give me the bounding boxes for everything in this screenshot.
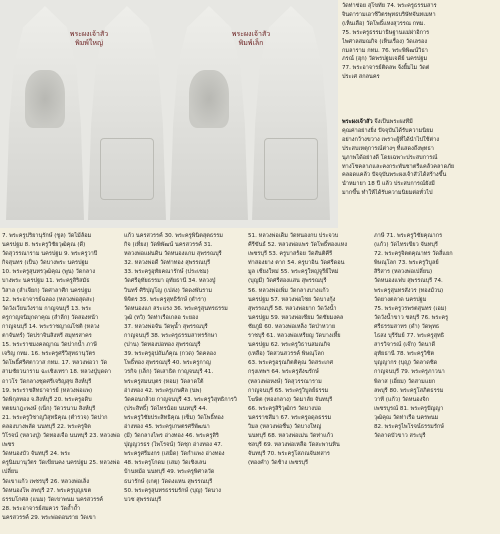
paragraph-lead: พระผงเจ้าสัว — [342, 119, 373, 125]
buddha-figure-icon — [25, 70, 65, 128]
paragraph-body: จึงเป็นพระผงที่มี คุณค่าอย่างยิ่ง ปัจจุบันได้รับความนิยม อย่างกว้างขวาง เพราะผู้ที่ได้นำไปใช้ต่าง ประสบเหตุการณ์ต่างๆ ที่แสดงถึงพุทธา นุภาพได้อย่างดี โดยเฉพาะประสบการณ์ ทางโชคลาภและคงกระพันชาตรีแคล้วคลาดภัย คลอดแคล้ว ปัจจุบันพระผงเจ้าสัวได้สร้างขึ้น นำหมายา 18 ปี แล้ว ประสบการณ์ยังมี มากขึ้น ทำให้ได้รับความนิยมต่อทั่วไป — [342, 119, 455, 197]
yant-inscription-icon — [100, 138, 154, 200]
right-top-text: วัดท่าช่อย สุโขทัย 74. พระครูธรรมสาร จินดารามเอาชีวิตรพุทธบริษัทจันทเมหา (เห็นเลือ) วัดโพธิ์แหงสุวรรณ กทม. 75. พระครูธรรมาธิษฐานแม่ผ่าอิการ ไพศาลสมณกิจ (เห็นเรื่อง) วัดเลรอง กมลาราม กทม. 76. พระพิพิฒน์วิธา ภรณ์ (ฮุก) วัดพรปฐมเจดีย์ นครปฐม 77. พระอาจารย์ติดลพ จ้งยิ้มไม วัดต่ ประเศ สกลนคร — [342, 3, 437, 81]
text-column-4: ภาษี 71. พระครูวิชัยคุณากร (แก้ว) วัดไทรเขียว จันทบุรี 72. พระครูจิตตคุณาทร วัดสี่แยก พิษณุโลก 73. พระครูวิบูลย์ สิริสาร (หลวงพ่อเปลี่ยน) วัดหนองแฟบ สุพรรณบุรี 74. พระครูสุนทรสังวร (ทองม้วน) วัดยางตลาด นครปฐม 75. พระครูวรพรตสุนทร (เอม) วัดวังน้ำขาว ชลบุรี 76. พระครู ศรีธรรมสาทร (ดำ) วัดพุทธ ไธสง บุรีรัมย์ 77. พระครูสุทธิ สารวิจารณ์ (เจ๊ก) วัดนาดี อุทัยธานี 78. พระครูวิชิต บุญญากร (บุญ) วัดลาดชิด กาญจนบุรี 79. พระครูภาวนา พิลาส (เอี่ยม) วัดสามแยก ลพบุรี 80. พระครูโสภิตธรรม วาที (แก้ว) วัดหนองจิก เพชรบูรณ์ 81. พระครูปัญญา วุฒิคุณ วัดท่าเรือ นครพนม 82. พระครูไพโรจน์ธรรมรักษ์ วัดลาดบัวขาว สระบุรี — [374, 233, 453, 440]
buddha-figure-icon — [189, 70, 229, 128]
right-top-paragraph — [342, 118, 498, 226]
text-column-2: แก้ว นครสวรรค์ 30. พระครูพินิตสุตธรรม กิจ (เที่ยง) วัดพิพัฒน์ นครสวรรค์ 31. หลวงพ่อแผ่นดิน วัดหนองแกม สุพรรณบุรี 32. หลวงพ่อดี วัดท่าทอง สุพรรณบุรี 33. พระครูอุทัยคณารักษ์ (ประเชม) วัดศรีอุทัยธรรมา อุทัยธานี 34. หลวงปู่ วินทร์ ศิริปุญโญ (เปล่ง) วัดดงพันราม พิจิตร 35. พระครูสุทธิรักษ์ (ตำรา) วัดหนองแก สระแรง 36. พระครูสุนทรธรรม วุฒิ (ทวิ) วัดท่าเรือเกลอ ระยอง 37. หลวงพ่อจัน วัดพุน้ำ สุพรรณบุรี กาญจนบุรี 38. พระครูธรรมสาทรรักษา (ปาน) วัดทองบ่อทอง สุพรรณบุรี 39. พระครูอุปถัมภ์คุณ (กวด) วัดคลอง โพธิ์ทอง สุพรรณบุรี 40. พระครูกาญ วรกิจ (เล็ก) วัดเสาธิต กาญจนบุรี 41. พระครูสมนบุตร (หอม) วัดลาดใต้ อ่างทอง 42. พระครูเกษศิล (นพ) วัดคอนกล้วย กาญจนบุรี 43. พระครูวิสุทธิการวิ (ประสิทธิ์) วัดไทรน้อย นนทบุรี 44. พระครูวิชัยประสิทธิคุณ (เซ็ม) วัดโพธิ์ทอง อ่างทอง 45. พระครูเกษตรศรีพัฒนา (มี) วัดกลางไพร อ่างทอง 46. พระครูสิริ ปุญญวรธร (ไพโรจน์) วัดชุก อ่างทอง 47. พระครูศรีมงกร (เสม็ด) วัดกำแพง อ่างทอง 48. พระครูโกดม (เสม) วัดเชิงเลน บ้านหม้อ นนทบุรี 49. พระครูพิศาลวัด ธนารักษ์ (เกตุ) วัดดงแหน สุพรรณบุรี 50. พระครูสุนทรธรรมรักษ์ (บุญ) วัดนาง บวช สุพรรณบุรี — [124, 233, 237, 503]
caption-small: พระผงเจ้าสัว พิมพ์เล็ก — [231, 30, 271, 47]
yant-inscription-icon — [264, 138, 318, 200]
text-column-3: 51. หลวงพ่อเด็ม วัดหนองกบ ประจวบ คีรีขันธ์ 52. หลวงพ่อแพร วัดโพธิ์ทองแหง เพชรบุรี 53. ครูบาสร้อย วัดสันติคีรี ท่าสองยาง ตาก 54. ครูบาอิน วัดศรีดอน มูล เชียงใหม่ 55. พระครูใหญ่จูรีย์ใหม่ (บุญมี) วัดศรีสองแสน สุพรรณบุรี 56. หลวงพ่อเพิ่ม วัดกลางบางแก้ว นครปฐม 57. หลวงพ่อไชย วัดบางกุ้ง สุพรรณบุรี 58. หลวงพ่อยาก วัดวังน้ำ นครปฐม 59. หลวงพ่อเซียม วัดชัยมงคล ชัยภูมิ 60. หลวงพ่อเหล็ง วัดป่าหวาย ราชบุรี 61. หลวงพ่อเหรียญ วัดบางเหี้ย นครปฐม 62. พระครูวิธานสมณกิจ (เหลือ) วัดสวนสวรรค์ พิษณุโลก 63. พระครูอรุณกิตติคุณ วัดสระเกศ กรุงเทพฯ 64. พระครูสังฆรักษ์ (หลวงพ่อหงษ์) วัดสุวรรณาราม กาญจนบุรี 65. พระครูวิบูลย์ธรรม โฆษิต (ทองกลาง) วัดมาลัย จันทบุรี 66. พระครูสิริวุฒิกร วัดบางบ่อ นครราชสีมา 67. พระครูอดุลธรรม วิมล (หลวงพ่อชื่น) วัดบางใหญ่ นนทบุรี 68. หลวงพ่อเม่น วัดท่าแก้ว ชลบุรี 69. หลวงพ่อเหลือ วัดสะพานหิน จันทบุรี 70. พระครูโสภณจันทสาร (ทองคำ) วัดช้าง เพชรบุรี — [248, 233, 348, 467]
text-column-1: 7. พระครูปริยานุรักษ์ (ชูล) วัดไม้ล้อม นครปฐม 8. พระครูวิชัยวุฒิคุณ (ดี) วัดสุวรรณาราม นครปฐม 9. พระครูวาปี กิจสุนทร (เป็น) วัดบางพระ นครปฐม 10. พระครูสุนทรวุฒิคุณ (พูน) วัดกลาง บางพระ นครปฐม 11. พระครูสิริสมัธ วิสาล (ลำเจียก) วัดศาลาศีก นครปฐม 12. พระอาจารย์ฉลอง (หลวงพ่อสุดสะ) วัดวังเวียนวังราม กาญจนบุรี 13. พระ ครูกาญจนิมุกดาคุณ (สำลีก) วัดสองหน้า กาญจนบุรี 14. พระราชญาณโชติ (หลวง ตาจันทร์) วัดปราจินสิงหรี สมุทรสาคร 15. พระราชมงคลญาณ วัดปากน้ำ ภาษี เจริญ กทม. 16. พระครูศรีวิสุทธานุวัตร วัดโพธิ์ศรีศตาวาส กทม. 17. หลวงพ่อวา วัด สามชัยวนาราม ฉะเชิงเทรา 18. หลวงปู่บุดดา ถาวโร วัดกลางชุดศรีเจริญสุข สิงห์บุรี 19. พระราชสิทธาจารย์ (หลวงพ่อแพ) วัดพิกุลทอง จ.สิงห์บุรี 20. พระครูอดิบ ทตยนาฎะพงษ์ (เน็ก) วัดวรนาม สิงห์บุรี 21. พระครูวิชาญวิสุทธิคุณ (ตำรวจ) วัดปาก คลองบางพลัด นนทบุรี 22. พระครูจิต วิโรจน์ (หลวงปู่) วัดทองเจือ นนทบุรี 23. หลวงพ่อเพชร วัดหนองบัว จันทบุรี 24. พระ ครูนิมมานุวัตร วัดเขียนคง นครปฐม 25. หลวงพ่อเปลี่ยน วัดเขาแก้ว เพชรบุรี 26. หลวงพ่อเล็ง วัดหนองโพ ลพบุรี 27. พระครูบุญเขต ธรรมโกศล (แนม) วัดเขาพนม นครสวรรค์ 28. พระอาจารย์สมควร วัดถ้ำถ้ำ นครสวรรค์ 29. พระพ่อดอนราย วัดเขา — [2, 233, 120, 521]
amulet-photo — [0, 0, 338, 228]
caption-large: พระผงเจ้าสัว พิมพ์ใหญ่ — [69, 30, 109, 47]
